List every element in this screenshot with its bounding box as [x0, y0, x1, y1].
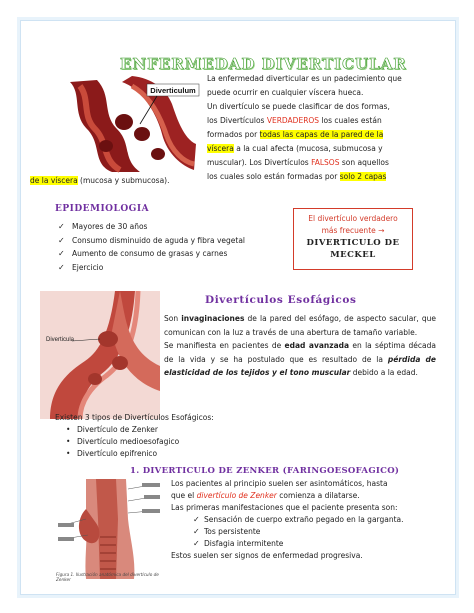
figure2-label: Diverticula	[46, 337, 75, 343]
check-icon: ✓	[193, 527, 200, 536]
esophageal-title: Divertículos Esofágicos	[205, 294, 357, 306]
check-icon: ✓	[58, 249, 65, 258]
intro-paragraph: La enfermedad diverticular es un padecimiento que puede ocurrir en cualquier víscera hueca. Un divertículo se puede clasificar de dos formas, los Divertículos VERDADEROS los cuales están formados por todas las capas de la pared de la víscera a la cual afecta (mucosa, submucosa y muscular). Los Divertículos FALSOS son aquellos los cuales solo están formadas por solo 2 capas	[207, 74, 402, 181]
figure1-label: Diverticulum	[150, 86, 196, 95]
diverticulum-illustration	[62, 74, 200, 175]
list-item: • Divertículo medioesofagico	[66, 436, 179, 448]
figure-caption: Figura 1. Ilustración anatómica del divertículo de Zenker	[56, 572, 159, 582]
esophageal-diverticula-illustration	[40, 291, 160, 419]
zenker-title: 1. DIVERTICULO DE ZENKER (FARINGOESOFAGICO)	[130, 466, 400, 476]
page-title: ENFERMEDAD DIVERTICULAR	[120, 55, 407, 73]
list-item: • Divertículo epifrenico	[66, 448, 179, 460]
check-icon: ✓	[58, 235, 65, 245]
epidemiology-list	[58, 220, 245, 274]
check-icon: ✓	[58, 262, 65, 272]
types-heading: Existen 3 tipos de Divertículos Esofágicos:	[55, 413, 214, 422]
list-item: ✓ Ejercicio	[58, 261, 245, 275]
check-icon: ✓	[193, 539, 200, 548]
list-item: ✓ Aumento de consumo de grasas y carnes	[58, 247, 245, 261]
list-item: • Divertículo de Zenker	[66, 424, 179, 436]
esophageal-paragraph: Son invaginaciones de la pared del esófago, de aspecto sacular, que comunican con la luz a través de una abertura de tamaño variable. Se manifiesta en pacientes de edad avanzada en la séptima década de la vida y se ha postulado que es resultado de la pérdida de elasticidad de los tejidos y el tono muscular debido a la edad.	[164, 314, 436, 377]
check-icon: ✓	[193, 515, 200, 524]
zenker-paragraph: Los pacientes al principio suelen ser asintomáticos, hasta que el divertículo de Zenker comienza a dilatarse. Las primeras manifestaciones que el paciente presenta son: ✓ Sensación de cuerpo extraño pegado en la garganta. ✓ Tos persistente ✓ Disfagia intermitente Estos suelen ser signos de enfermedad progresiva.	[171, 478, 426, 562]
list-item: ✓ Tos persistente	[193, 527, 261, 536]
intro-paragraph-tail: de la víscera (mucosa y submucosa).	[30, 176, 170, 185]
check-icon: ✓	[58, 222, 65, 231]
meckel-callout: El divertículo verdadero más frecuente → DIVERTICULO DE MECKEL	[293, 208, 413, 270]
epidemiology-title: EPIDEMIOLOGIA	[55, 204, 150, 214]
list-item: ✓ Mayores de 30 años	[58, 220, 245, 234]
list-item: ✓ Disfagia intermitente	[193, 539, 284, 548]
list-item: ✓ Sensación de cuerpo extraño pegado en la garganta.	[193, 515, 404, 524]
list-item: ✓ Consumo disminuido de aguda y fibra vegetal	[58, 234, 245, 248]
types-list	[66, 424, 179, 460]
zenker-illustration	[56, 479, 163, 579]
